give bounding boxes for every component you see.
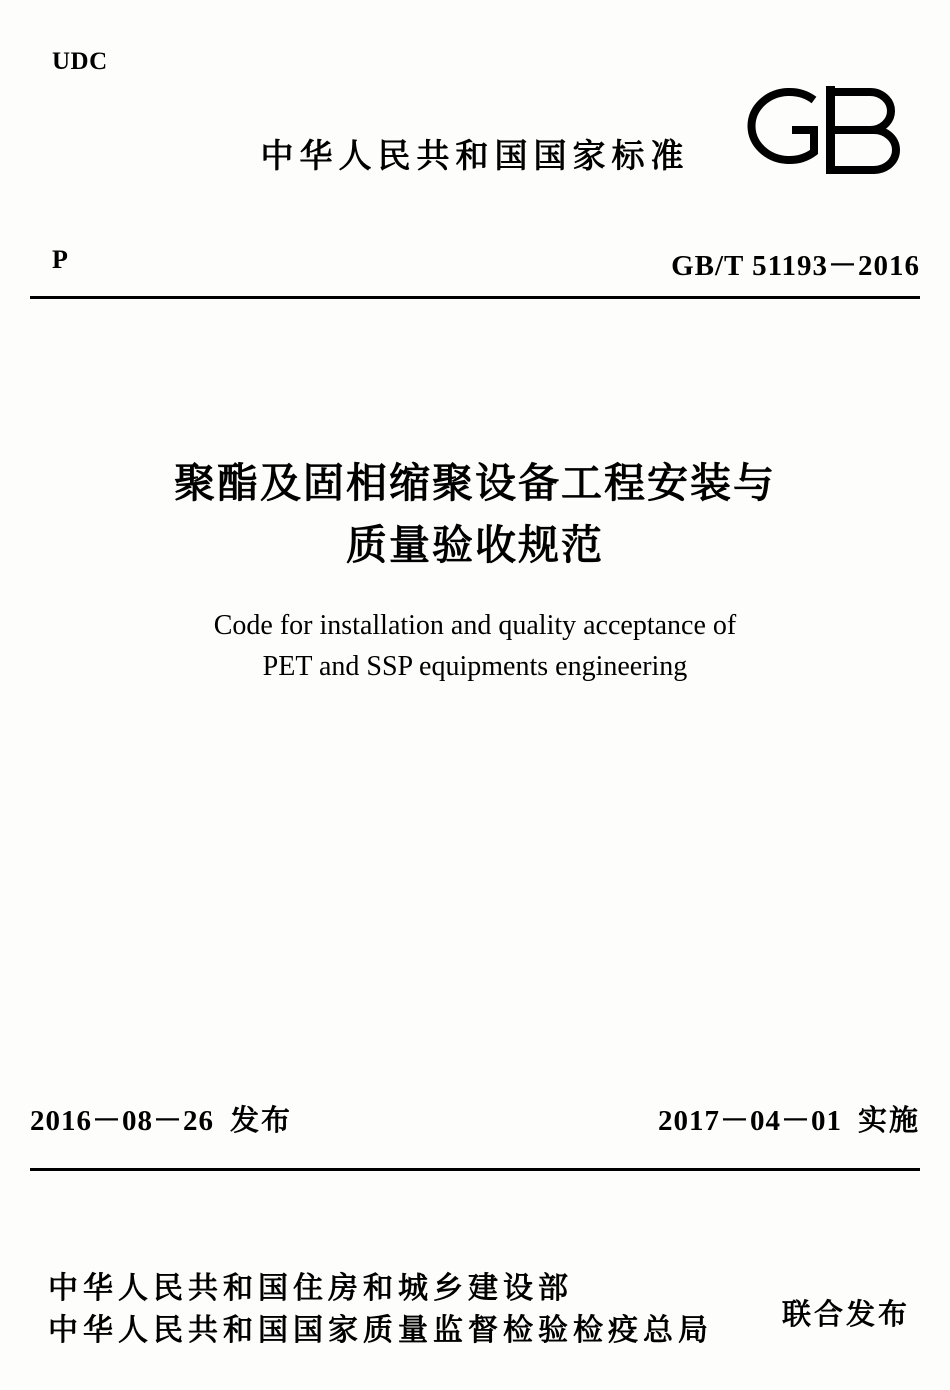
dates-row [30, 1098, 920, 1139]
issuer-line-1: 中华人民共和国住房和城乡建设部 [48, 1272, 573, 1305]
national-standard-heading: 中华人民共和国国家标准 [260, 137, 690, 174]
page-title [0, 452, 950, 576]
top-divider [30, 296, 920, 299]
gb-logo-icon [730, 78, 920, 174]
title-cn-line1: 聚酯及固相缩聚设备工程安装与 [174, 460, 776, 506]
effective-date-group [658, 1098, 920, 1139]
joint-issue-label: 联合发布 [781, 1299, 910, 1331]
title-en-line1: Code for installation and quality acceptance of [213, 610, 737, 641]
page-subtitle [0, 605, 950, 687]
bottom-divider [30, 1168, 920, 1171]
effective-date: 2017－04－01 [657, 1105, 842, 1137]
issue-label: 发布 [230, 1105, 293, 1137]
issue-date: 2016－08－26 [30, 1105, 215, 1137]
effective-label: 实施 [857, 1105, 920, 1137]
issuer-block [48, 1268, 713, 1352]
classification-code: P [52, 245, 68, 274]
standard-number: GB/T 51193－2016 [671, 250, 920, 282]
title-cn-line2: 质量验收规范 [346, 522, 604, 568]
title-en-line2: PET and SSP equipments engineering [262, 651, 688, 682]
issue-date-group [30, 1098, 292, 1139]
issuer-line-2: 中华人民共和国国家质量监督检验检疫总局 [48, 1314, 713, 1347]
udc-label: UDC [52, 48, 108, 75]
